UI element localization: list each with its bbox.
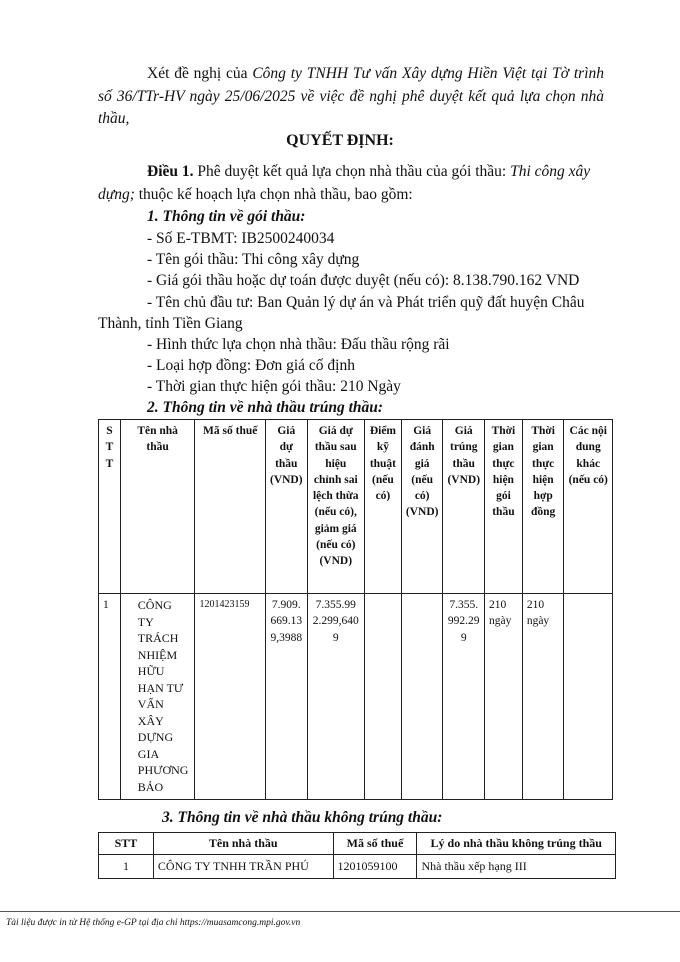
table-row <box>99 855 616 879</box>
table-cell: Nhà thầu xếp hạng III <box>417 855 616 879</box>
footer-note: Tài liệu được in từ Hệ thống e-GP tại địa chỉ https://muasamcong.mpi.gov.vn <box>6 918 301 928</box>
table-cell: 1 <box>99 594 121 800</box>
column-header: Mã số thuế <box>195 420 266 594</box>
losing-bidder-table <box>98 832 616 879</box>
table-cell: 1201423159 <box>195 594 266 800</box>
column-header: Giá dự thầu (VND) <box>265 420 307 594</box>
table-row <box>99 594 613 800</box>
decision-title: QUYẾT ĐỊNH: <box>286 132 394 149</box>
footer-divider <box>0 911 680 912</box>
column-header: Mã số thuế <box>333 833 417 855</box>
column-header: Điểm kỹ thuật (nếu có) <box>364 420 401 594</box>
table-cell: CÔNG TY TNHH TRẦN PHÚ <box>153 855 333 879</box>
table-cell: 7.355.992.299 <box>443 594 485 800</box>
column-header: Thời gian thực hiện hợp đồng <box>522 420 564 594</box>
winning-bidder-table <box>98 419 613 800</box>
column-header: Giá trúng thầu (VND) <box>443 420 485 594</box>
section-2-heading: 2. Thông tin về nhà thầu trúng thầu: <box>147 399 384 416</box>
package-field: - Thời gian thực hiện gói thầu: 210 Ngày <box>147 378 401 395</box>
table-cell: 210 ngày <box>522 594 564 800</box>
package-field: - Tên chủ đầu tư: Ban Quản lý dự án và Phát triển quỹ đất huyện Châu <box>147 294 585 311</box>
table-cell <box>564 594 613 800</box>
table-cell: 1 <box>99 855 154 879</box>
table-cell: 210 ngày <box>485 594 523 800</box>
table-cell <box>364 594 401 800</box>
column-header: Các nội dung khác (nếu có) <box>564 420 613 594</box>
intro-paragraph <box>98 63 604 131</box>
table-cell: 7.909.669.139,3988 <box>265 594 307 800</box>
package-name: Thi công xây dựng; <box>98 163 591 203</box>
package-field: - Loại hợp đồng: Đơn giá cố định <box>147 357 355 374</box>
package-field: - Tên gói thầu: Thi công xây dựng <box>147 251 360 268</box>
column-header: Giá dự thầu sau hiệu chỉnh sai lệch thừa (nếu có), giảm giá (nếu có) (VND) <box>307 420 364 594</box>
article-1-label: Điều 1. <box>147 163 194 180</box>
table-header-row <box>99 420 613 594</box>
table-cell <box>401 594 443 800</box>
table-cell: 7.355.992.299,6409 <box>307 594 364 800</box>
intro-reference: Công ty TNHH Tư vấn Xây dựng Hiền Việt tại Tờ trình số 36/TTr-HV ngày 25/06/2025 về việc đề nghị phê duyệt kết quả lựa chọn nhà thầu, <box>98 65 605 127</box>
column-header: Lý do nhà thầu không trúng thầu <box>417 833 616 855</box>
package-field: - Giá gói thầu hoặc dự toán được duyệt (nếu có): 8.138.790.162 VND <box>147 272 580 289</box>
column-header: Tên nhà thầu <box>153 833 333 855</box>
column-header: Giá đánh giá (nếu có) (VND) <box>401 420 443 594</box>
article-1 <box>98 161 604 206</box>
package-field: - Số E-TBMT: IB2500240034 <box>147 230 335 247</box>
package-field: - Hình thức lựa chọn nhà thầu: Đấu thầu rộng rãi <box>147 336 450 353</box>
table-cell: 1201059100 <box>333 855 417 879</box>
column-header: STT <box>99 420 121 594</box>
column-header: Thời gian thực hiện gói thầu <box>485 420 523 594</box>
package-field-continued: Thành, tỉnh Tiền Giang <box>98 315 243 332</box>
section-3-heading: 3. Thông tin về nhà thầu không trúng thầu: <box>162 809 443 826</box>
column-header: STT <box>99 833 154 855</box>
column-header: Tên nhà thầu <box>120 420 195 594</box>
section-1-heading: 1. Thông tin về gói thầu: <box>147 208 306 225</box>
article-1-text: Phê duyệt kết quả lựa chọn nhà thầu của gói thầu: <box>193 163 511 180</box>
table-header-row <box>99 833 616 855</box>
table-cell: CÔNG TY TRÁCH NHIỆM HỮU HẠN TƯ VẤN XÂY DỰNG GIA PHƯƠNG BẢO <box>120 594 195 800</box>
intro-lead: Xét đề nghị của <box>147 65 253 82</box>
article-1-text-tail: thuộc kế hoạch lựa chọn nhà thầu, bao gồm: <box>134 185 413 203</box>
